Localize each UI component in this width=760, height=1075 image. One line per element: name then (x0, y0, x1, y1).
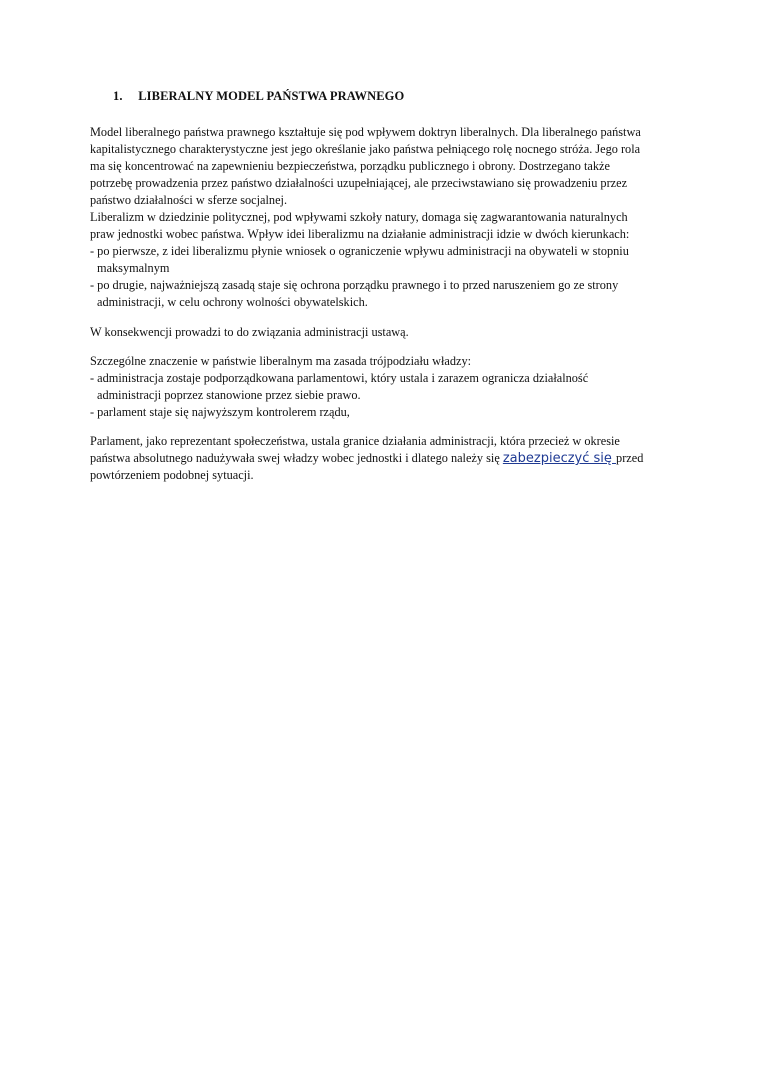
text-line: Szczególne znaczenie w państwie liberalnym ma zasada trójpodziału władzy: (90, 354, 472, 368)
heading-number: 1. (113, 89, 123, 103)
list-item: - po pierwsze, z idei liberalizmu płynie wniosek o ograniczenie wpływu administracji na obywateli w stopniu (90, 244, 629, 258)
text-line: praw jednostki wobec państwa. Wpływ idei liberalizmu na działanie administracji idzie w dwóch kierunkach: (90, 227, 630, 241)
list-item: - po drugie, najważniejszą zasadą staje się ochrona porządku prawnego i to przed naruszeniem go ze strony (90, 278, 619, 292)
list-item: - parlament staje się najwyższym kontrolerem rządu, (90, 405, 350, 419)
text-line: Liberalizm w dziedzinie politycznej, pod wpływami szkoły natury, domaga się zagwarantowania naturalnych (90, 210, 628, 224)
list-item-continuation: administracji, w celu ochrony wolności obywatelskich. (97, 295, 368, 309)
text-line: kapitalistycznego charakterystyczne jest jego określanie jako państwa pełniącego rolę nocnego stróża. Jego rola (90, 142, 641, 156)
paragraph-3: W konsekwencji prowadzi to do związania administracji ustawą. (90, 325, 409, 339)
text-line: państwo działalności w sferze socjalnej. (90, 193, 288, 207)
text-line: potrzebę prowadzenia przez państwo działalności uzupełniającej, ale przeciwstawiano się prowadzeniu przez (90, 176, 628, 190)
text-line: Parlament, jako reprezentant społeczeństwa, ustala granice działania administracji, która przecież w okresie (90, 434, 620, 448)
text-before-link: państwa absolutnego nadużywała swej władzy wobec jednostki i dlatego należy się (90, 451, 503, 465)
list-item-continuation: administracji poprzez stanowione przez siebie prawo. (97, 388, 361, 402)
hyperlink[interactable]: zabezpieczyć się (502, 451, 617, 466)
list-item: - administracja zostaje podporządkowana parlamentowi, który ustala i zarazem ogranicza działalność (90, 371, 589, 385)
section-heading (113, 89, 404, 104)
text-line: powtórzeniem podobnej sytuacji. (90, 468, 254, 482)
text-line (90, 450, 643, 467)
text-after-link: przed (616, 451, 644, 465)
heading-title: LIBERALNY MODEL PAŃSTWA PRAWNEGO (138, 89, 405, 103)
text-line: ma się koncentrować na zapewnieniu bezpieczeństwa, porządku publicznego i obrony. Dostrzegano także (90, 159, 610, 173)
list-item-continuation: maksymalnym (97, 261, 170, 275)
text-line: Model liberalnego państwa prawnego kształtuje się pod wpływem doktryn liberalnych. Dla liberalnego państwa (90, 125, 641, 139)
